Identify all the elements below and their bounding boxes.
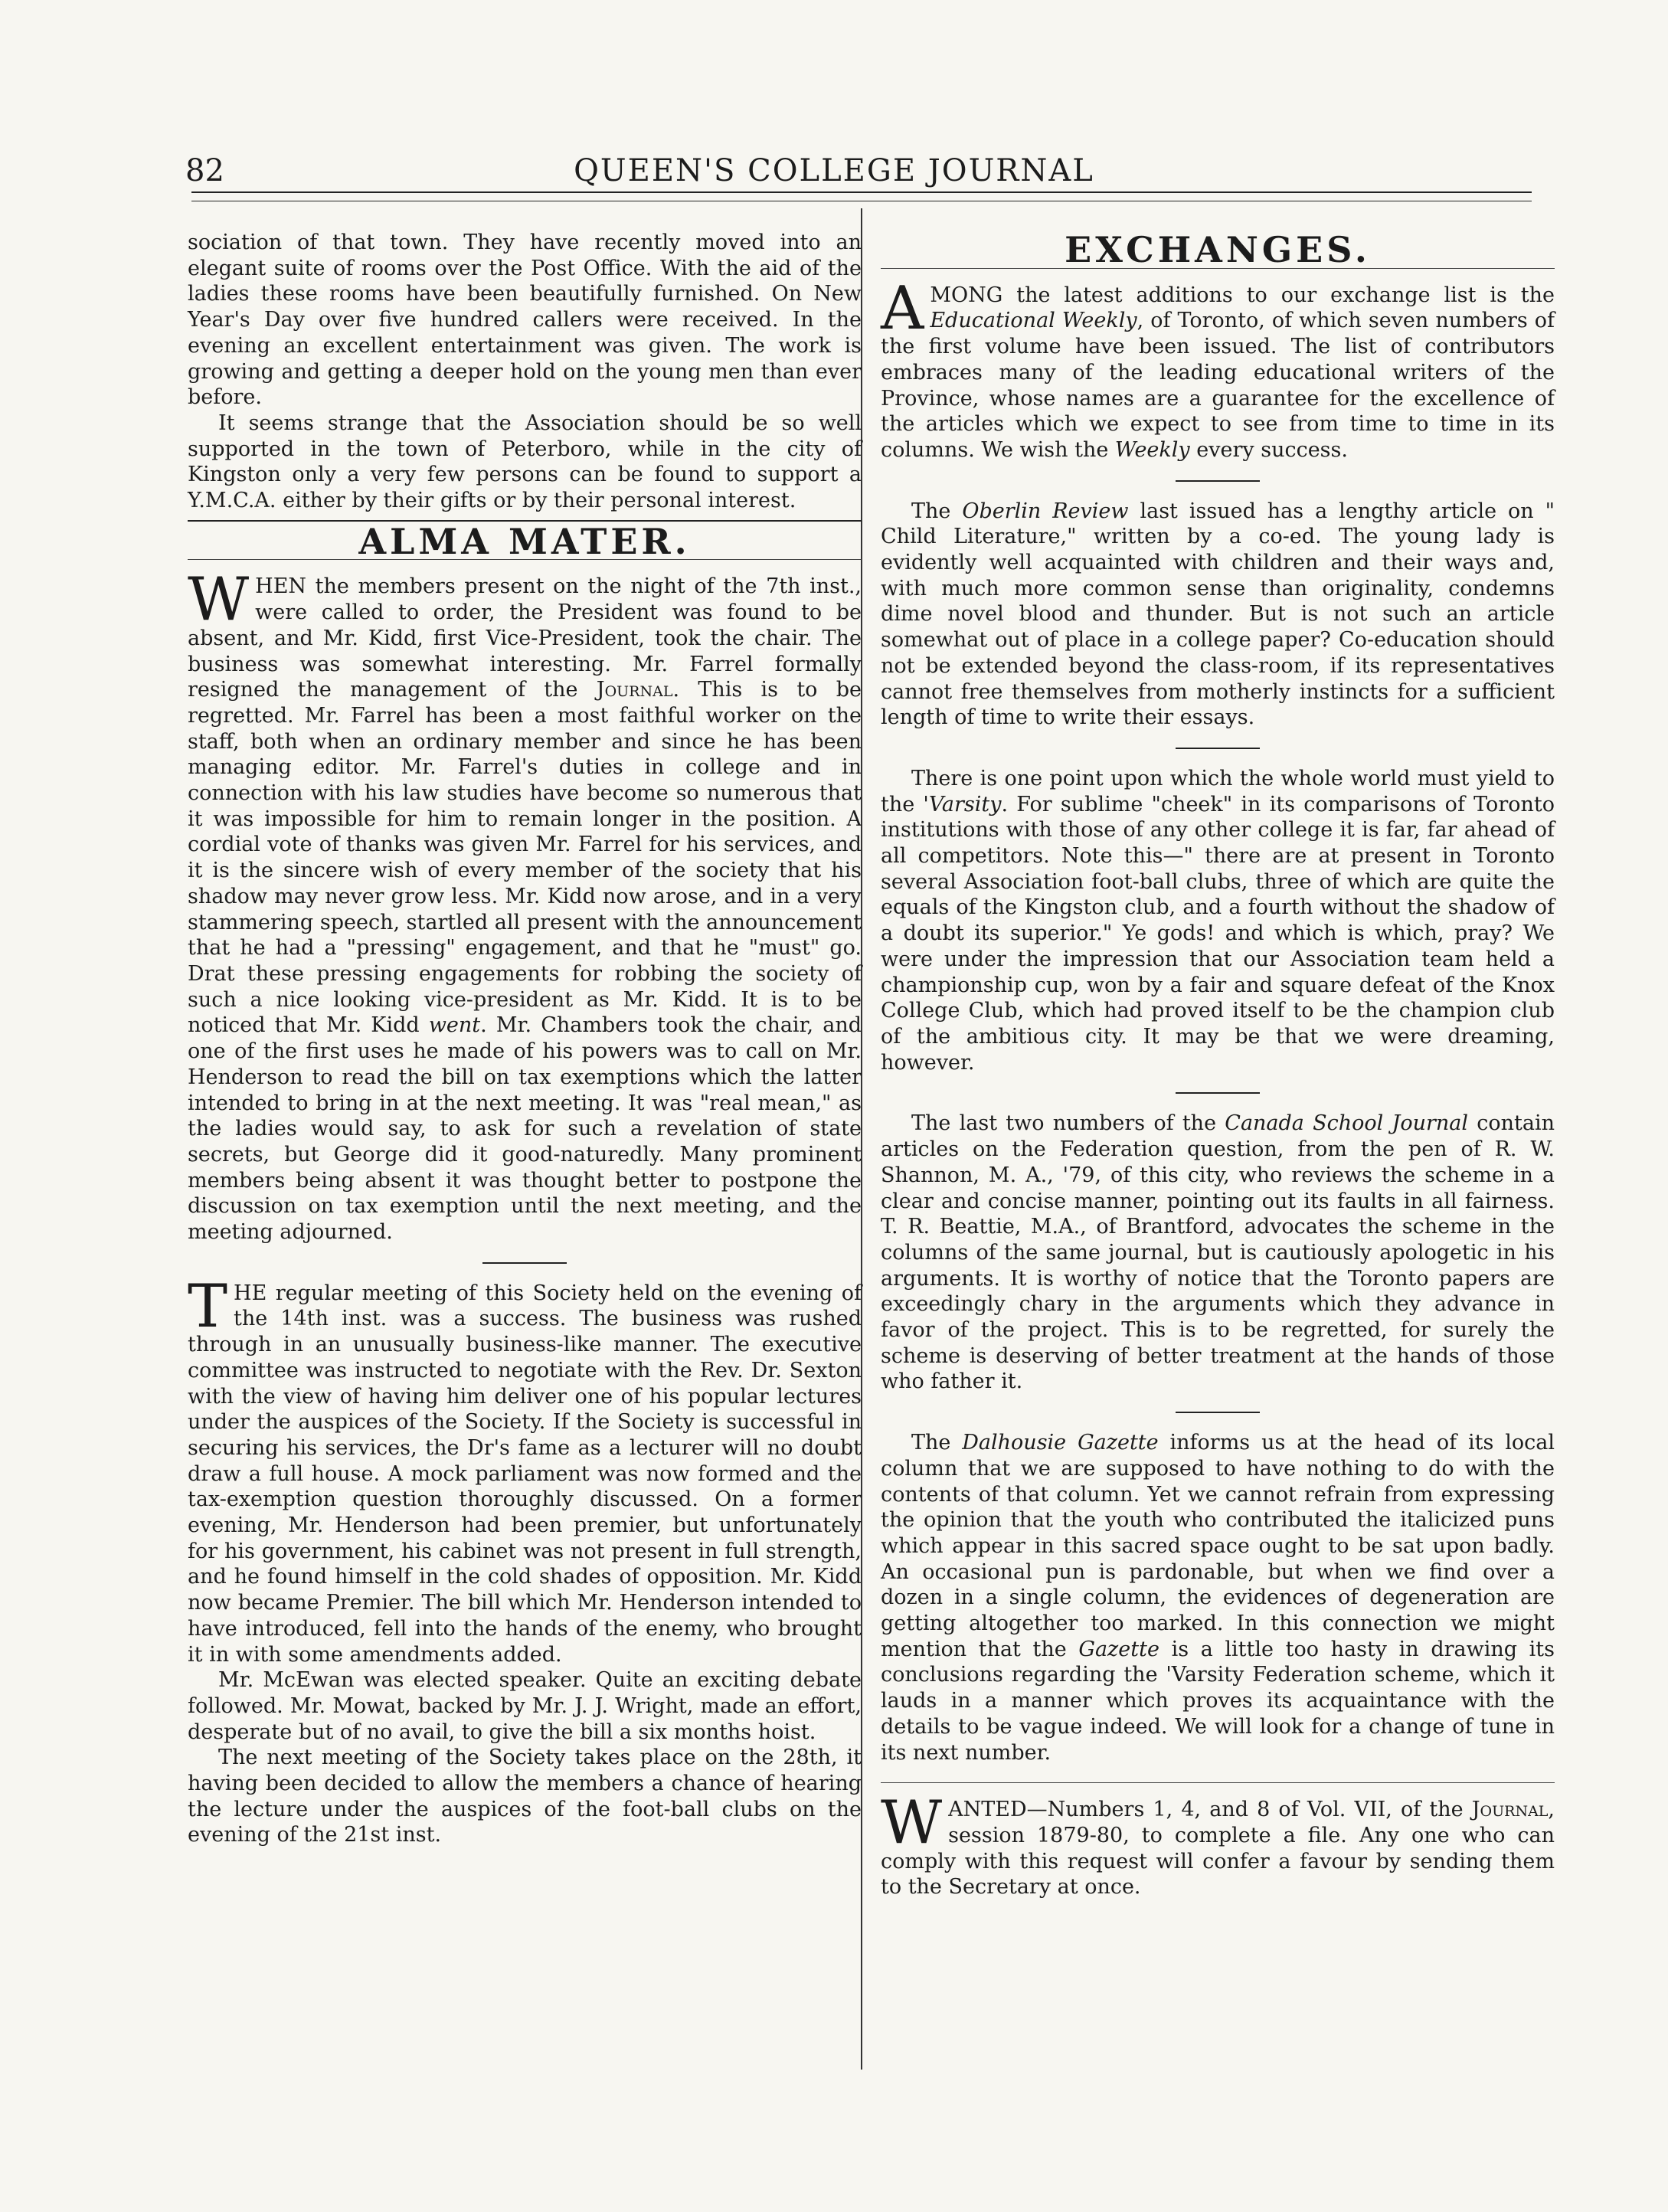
exchange-paragraph-5: The Dalhousie Gazette informs us at the head of its local column that we are supposed to have nothing to do with the contents of that column. Yet we cannot refrain from expressing the opinion that the youth who contributed the italicized puns which appear in this sacred space ought to be sat upon badly. An occasional pun is pardonable, but when we find over a dozen in a single column, the evidences of degeneration are getting altogether too marked. In this connection we might mention that the Gazette is a little too hasty in drawing its conclusions regarding the 'Varsity Federation scheme, which it lauds in a manner which proves its acquaintance with the details to be vague indeed. We will look for a change of tune in its next number. <box>881 1431 1555 1765</box>
drop-cap: A <box>881 273 924 343</box>
ymca-paragraph-1: sociation of that town. They have recently moved into an elegant suite of rooms over the Post Office. With the aid of the ladies these rooms have been beautifully furnished. On New Year's Day over five hundred callers were received. In the evening an excellent entertainment was given. The work is growing and getting a deeper hold on the young men than ever before. <box>188 231 862 410</box>
drop-cap: W <box>881 1788 943 1858</box>
separator-rule <box>1176 480 1260 482</box>
alma-mater-heading: ALMA MATER. <box>358 520 691 562</box>
alma-mater-paragraph-3: Mr. McEwan was elected speaker. Quite an exciting debate followed. Mr. Mowat, backed by Mr. J. J. Wright, made an effort, desperate but of no avail, to give the bill a six months hoist. <box>188 1668 862 1744</box>
separator-rule <box>1176 1092 1260 1094</box>
exchange-paragraph-1: AMONG the latest additions to our exchange list is the Educational Weekly, of Toronto, of which seven numbers of the first volume have been issued. The list of contributors embraces many of the leading educational writers of the Province, whose names are a guarantee for the excellence of the articles which we expect to see from time to time in its columns. We wish the Weekly every success. <box>881 273 1555 462</box>
header-rule <box>191 191 1532 193</box>
exchange-paragraph-3: There is one point upon which the whole world must yield to the 'Varsity. For sublime "cheek" in its comparisons of Toronto institutions with those of any other college it is far, far ahead of all competitors. Note this—" there are at present in Toronto several Association foot-ball clubs, three of which are quite the equals of the Kingston club, and a fourth without the shadow of a doubt its superior." Ye gods! and which is which, pray? We were under the impression that our Association team held a championship cup, won by a fair and square defeat of the Knox College Club, which had proved itself to be the champion club of the ambitious city. It may be that we were dreaming, however. <box>881 766 1555 1075</box>
alma-mater-paragraph-4: The next meeting of the Society takes place on the 28th, it having been decided to allow the members a chance of hearing the lecture under the auspices of the foot-ball clubs on the evening of the 21st inst. <box>188 1746 862 1847</box>
ymca-paragraph-2: It seems strange that the Association should be so well supported in the town of Peterboro, while in the city of Kingston only a very few persons can be found to support a Y.M.C.A. either by their gifts or by their personal interest. <box>188 411 862 513</box>
exchange-paragraph-2: The Oberlin Review last issued has a lengthy article on " Child Literature," written by a co-ed. The young lady is evidently well acquainted with children and their ways and, with much more common sense than originality, condemns dime novel blood and thunder. But is not such an article somewhat out of place in a college paper? Co-education should not be extended beyond the class-room, if its representatives cannot free themselves from motherly instincts for a sufficient length of time to write their essays. <box>881 499 1555 730</box>
exchange-paragraph-4: The last two numbers of the Canada School Journal contain articles on the Federation question, from the pen of R. W. Shannon, M. A., '79, of this city, who reviews the scheme in a clear and concise manner, pointing out its faults in all fairness. T. R. Beattie, M.A., of Brantford, advocates the scheme in the columns of the same journal, but is cautiously apologetic in his arguments. It is worthy of notice that the Toronto papers are exceedingly chary in the arguments which they advance in favor of the project. This is to be regretted, for surely the scheme is deserving of better treatment at the hands of those who father it. <box>881 1111 1555 1394</box>
alma-mater-paragraph-1: WHEN the members present on the night of the 7th inst., were called to order, the President was found to be absent, and Mr. Kidd, first Vice-President, took the chair. The business was somewhat interesting. Mr. Farrel formally resigned the management of the Journal. This is to be regretted. Mr. Farrel has been a most faithful worker on the staff, both when an ordinary member and since he has been managing editor. Mr. Farrel's duties in college and in connection with his law studies have become so numerous that it was impossible for him to remain longer in the position. A cordial vote of thanks was given Mr. Farrel for his services, and it is the sincere wish of every member of the society that his shadow may never grow less. Mr. Kidd now arose, and in a very stammering speech, startled all present with the announcement that he had a "pressing" engagement, and that he "must" go. Drat these pressing engagements for robbing the society of such a nice looking vice-president as Mr. Kidd. It is to be noticed that Mr. Kidd went. Mr. Chambers took the chair, and one of the first uses he made of his powers was to call on Mr. Henderson to read the bill on tax exemptions which the latter intended to bring in at the next meeting. It was "real mean," as the ladies would say, to ask for such a revelation of state secrets, but George did it good-naturedly. Many prominent members being absent it was thought better to postpone the discussion on tax exemption until the next meeting, and the meeting adjourned. <box>188 565 862 1245</box>
alma-mater-paragraph-2: THE regular meeting of this Society held on the evening of the 14th inst. was a success. The business was rushed through in an unusually business-like manner. The executive committee was instructed to negotiate with the Rev. Dr. Sexton with the view of having him deliver one of his popular lectures under the auspices of the Society. If the Society is successful in securing his services, the Dr's fame as a lecturer will no doubt draw a full house. A mock parliament was now formed and the tax-exemption question thoroughly discussed. On a former evening, Mr. Henderson had been premier, but unfortunately for his government, his cabinet was not present in full strength, and he found himself in the cold shades of opposition. Mr. Kidd now became Premier. The bill which Mr. Henderson intended to have introduced, fell into the hands of the enemy, who brought it in with some amendments added. <box>188 1271 862 1667</box>
wanted-notice: WANTED—Numbers 1, 4, and 8 of Vol. VII, of the Journal, session 1879-80, to complete a file. Any one who can comply with this request will confer a favour by sending them to the Secretary at once. <box>881 1788 1555 1900</box>
separator-rule <box>1176 1412 1260 1413</box>
drop-cap: T <box>188 1271 228 1341</box>
section-rule-thin <box>881 1782 1555 1783</box>
exchanges-heading: EXCHANGES. <box>1065 229 1371 270</box>
journal-title: QUEEN'S COLLEGE JOURNAL <box>574 153 1094 188</box>
right-column <box>881 230 1555 1900</box>
left-column <box>188 230 862 1848</box>
page-number: 82 <box>185 153 224 188</box>
separator-rule <box>1176 748 1260 749</box>
separator-rule <box>482 1262 567 1264</box>
drop-cap: W <box>188 565 250 635</box>
